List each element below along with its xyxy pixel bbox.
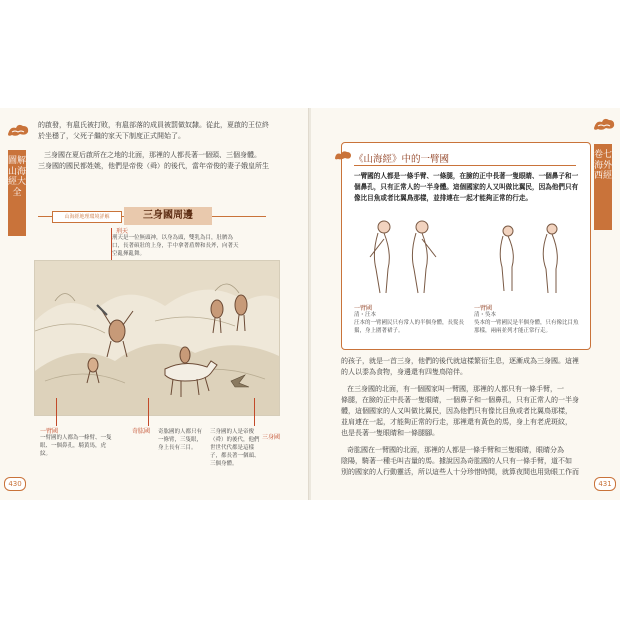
callout-xingtian-title: 刑天 [116, 228, 129, 235]
right-paragraph-7: 也是長著一隻眼睛和一條腿腳。 [341, 429, 439, 437]
right-paragraph-8: 奇肱國在一臂國的北面，那裡的人都是一條手臂和三隻眼睛，眼睛分為 [347, 446, 564, 454]
right-page-number: 431 [594, 477, 616, 491]
banner-title: 三身國周邊 [124, 207, 212, 225]
sanshen-leader-line [254, 398, 255, 426]
right-paragraph-10: 別的國家的人行動靈活，所以這些人十分珍惜時間，就算夜間也用勁眼工作而 [341, 468, 579, 476]
callout-jigong-text: 奇肱國的人都只有一條臂，三隻眼，身上長有三目。 [158, 429, 203, 451]
right-paragraph-4: 條腿，在臉的正中長著一隻眼睛，一個鼻子和一個鼻孔，只有正常人的一半身 [341, 396, 579, 404]
right-paragraph-9: 陰陽，騎著一種毛叫吉量的馬。據說因為奇肱國的人只有一條手臂，道不如 [341, 457, 572, 465]
caption-right-title: 一臂國 [474, 305, 493, 312]
callout-xingtian-text: 刑天是一位無頭神，以身為頭，雙乳為目，肚臍為口，長著碩壯的上身，手中拿著盾牌和長斧，向著天空亂揮亂舞。 [112, 235, 239, 257]
right-paragraph-2: 的人以黍為食物，身邊還有四隻鳥陪伴。 [341, 368, 467, 376]
callout-sanshen-text: 三身國的人是帝俊（舜）的後代，他們世世代代都是這樣子，都長著一個頭、三個身體。 [210, 429, 260, 467]
left-side-tab: 圖解山海經大全 [8, 150, 26, 236]
cloud-ornament-icon [592, 116, 616, 132]
left-paragraph-2: 於坐穩了，父死子繼的家天下制度正式開始了。 [38, 132, 185, 140]
yibi-figures-drawing [362, 217, 572, 297]
feature-box-rule [354, 165, 576, 166]
caption-left-title: 一臂國 [354, 305, 373, 312]
left-page-number: 430 [4, 477, 26, 491]
left-paragraph-3: 三身國在夏后啟所在之地的北面，那裡的人都長著一個頭、三個身體。 [44, 151, 261, 159]
book-spread [0, 108, 620, 500]
cloud-ornament-icon [6, 122, 30, 138]
callout-yibi-text: 一臂國的人都為一條臂、一隻眼、一個鼻孔，騎黃馬，虎紋。 [40, 435, 112, 457]
right-paragraph-1: 的孩子，就是一首三身，他們的後代就這樣繁衍生息，逐漸成為三身國。這裡 [341, 357, 579, 365]
feature-box-title: 《山海經》中的一臂國 [354, 154, 450, 165]
right-side-tab: 卷七海外西經 [594, 144, 612, 230]
right-paragraph-3: 在三身國的北面，有一個國家叫一臂國，那裡的人都只有一條手臂，一 [347, 385, 564, 393]
landscape-drawing [35, 261, 279, 415]
jigong-leader-line [148, 398, 149, 426]
yibi-feature-box [341, 142, 591, 350]
right-paragraph-6: 並肩連在一起，才能夠正常的行走，那裡還有黃色的馬，身上有老虎斑紋， [341, 418, 572, 426]
feature-box-text: 一臂國的人都是一條手臂、一條腿，在臉的正中長著一隻眼睛、一個鼻子和一個鼻孔，只有正常人的一半身體。這個國家的人又叫做比翼民，因為他們只有像比目魚或者比翼鳥那樣，並排連在一起才能夠正常的行走。 [354, 172, 579, 202]
map-illustration [34, 260, 280, 416]
banner-tag: 山海經地理環境詳解 [52, 211, 122, 223]
caption-right-text: 清・吳本 吳本的一臂國民是半個身體，只有像比目魚那樣，兩兩並列才能正常行走。 [474, 312, 579, 334]
left-page [0, 108, 309, 500]
yibi-leader-line [56, 398, 57, 426]
section-banner [38, 206, 266, 226]
callout-jigong-title: 奇肱國 [132, 428, 151, 435]
right-paragraph-5: 體，這個國家的人又叫做比翼民，因為他們只有像比目魚或者比翼鳥那樣， [341, 407, 572, 415]
callout-yibi-title: 一臂國 [40, 428, 59, 435]
cloud-bullet-icon [334, 149, 352, 161]
callout-sanshen-title: 三身國 [262, 434, 281, 441]
left-paragraph-1: 的啟發，有扈氏被打敗，有扈部落的成員被罰做奴隸。從此，夏啟的王位終 [38, 121, 269, 129]
caption-left-text: 清・汪本 汪本的一臂國民只有常人的半個身體，長髮長鬚，身上圍著裙子。 [354, 312, 465, 334]
left-paragraph-4: 三身國的國民都姓姚，他們是帝俊（舜）的後代，當年帝俊的妻子娥皇所生 [38, 162, 269, 170]
